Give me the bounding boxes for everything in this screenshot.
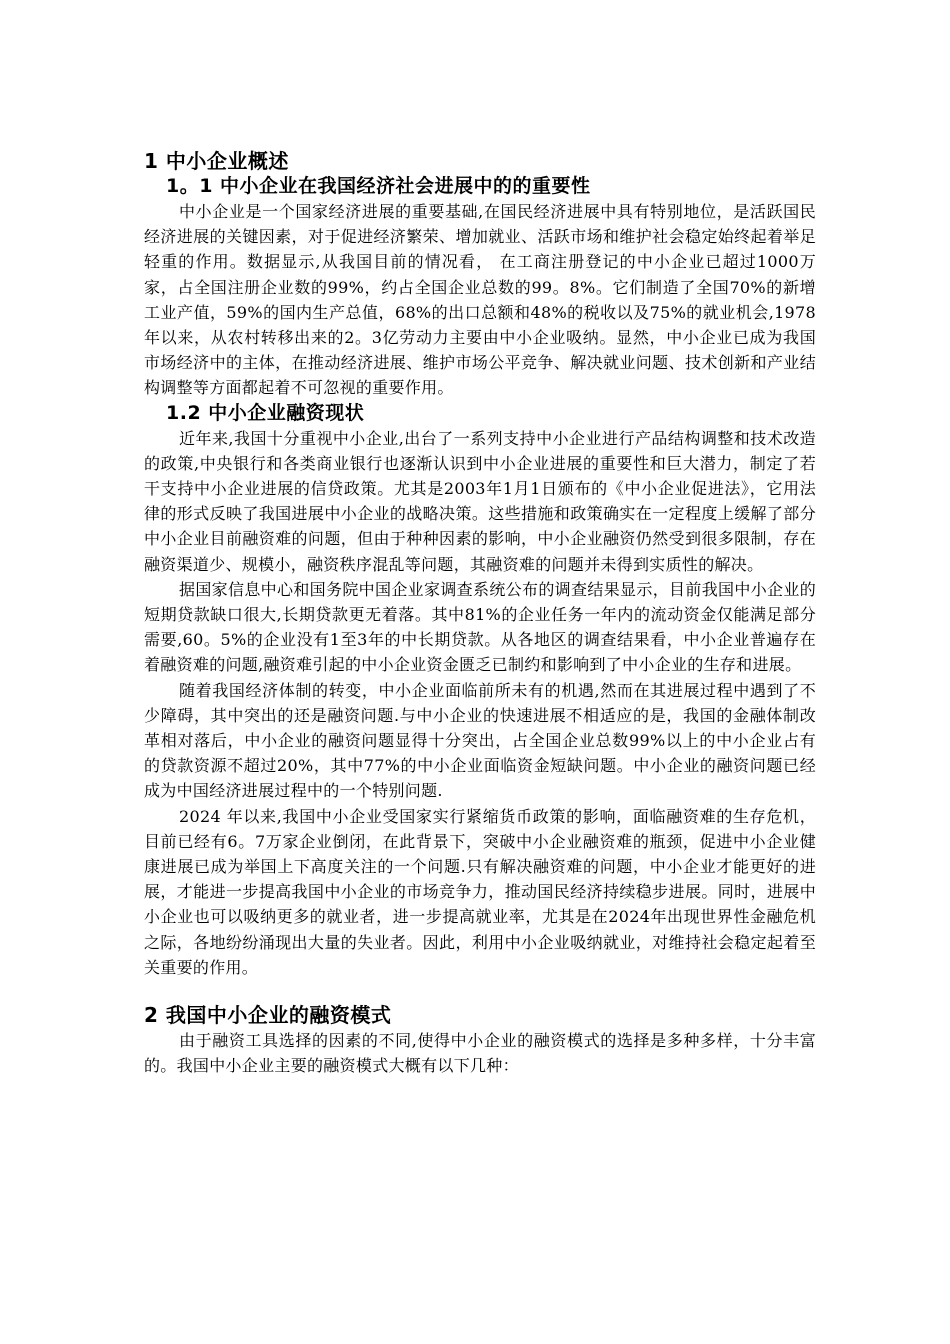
section-1-heading: 1 中小企业概述 (144, 149, 289, 173)
section-spacer (144, 980, 816, 1002)
section-1-1-heading: 1。1 中小企业在我国经济社会进展中的的重要性 (166, 175, 591, 197)
section-1-2-paragraph-2: 据国家信息中心和国务院中国企业家调查系统公布的调查结果显示，目前我国中小企业的短期贷款缺口很大,长期贷款更无着落。其中81%的企业任务一年内的流动资金仅能满足部分需要,60。5%的企业没有1至3年的中长期贷款。从各地区的调查结果看，中小企业普遍存在着融资难的问题,融资难引起的中小企业资金匮乏已制约和影响到了中小企业的生存和进展。 (144, 579, 816, 675)
section-1-2-paragraph-3: 随着我国经济体制的转变，中小企业面临前所未有的机遇,然而在其进展过程中遇到了不少障碍，其中突出的还是融资问题.与中小企业的快速进展不相适应的是，我国的金融体制改革相对落后，中小企业的融资问题显得十分突出，占全国企业总数99%以上的中小企业占有的贷款资源不超过20%，其中77%的中小企业面临资金短缺问题。中小企业的融资问题已经成为中国经济进展过程中的一个特别问题. (144, 680, 816, 801)
section-1-1-paragraph: 中小企业是一个国家经济进展的重要基础,在国民经济进展中具有特别地位，是活跃国民经济进展的关键因素，对于促进经济繁荣、增加就业、活跃市场和维护社会稳定始终起着举足轻重的作用。数据显示,从我国目前的情况看， 在工商注册登记的中小企业已超过1000万家，占全国注册企业数的99%，约占全国企业总数的99。8%。它们制造了全国70%的新增工业产值，59%的国内生产总值，68%的出口总额和48%的税收以及75%的就业机会,1978年以来，从农村转移出来的2。3亿劳动力主要由中小企业吸纳。显然，中小企业已成为我国市场经济中的主体，在推动经济进展、维护市场公平竞争、解决就业问题、技术创新和产业结构调整等方面都起着不可忽视的重要作用。 (144, 202, 816, 398)
section-1-2-paragraph-1: 近年来,我国十分重视中小企业,出台了一系列支持中小企业进行产品结构调整和技术改造的政策,中央银行和各类商业银行也逐渐认识到中小企业进展的重要性和巨大潜力，制定了若干支持中小企业进展的信贷政策。尤其是2003年1月1日颁布的《中小企业促进法》，它用法律的形式反映了我国进展中小企业的战略决策。这些措施和政策确实在一定程度上缓解了部分中小企业目前融资难的问题，但由于种种因素的影响，中小企业融资仍然受到很多限制，存在融资渠道少、规模小，融资秩序混乱等问题，其融资难的问题并未得到实质性的解决。 (144, 428, 816, 574)
section-1-2-heading: 1.2 中小企业融资现状 (166, 401, 365, 424)
section-2-paragraph: 由于融资工具选择的因素的不同,使得中小企业的融资模式的选择是多种多样，十分丰富的。我国中小企业主要的融资模式大概有以下几种： (144, 1031, 816, 1076)
section-1-2-paragraph-4: 2024 年以来,我国中小企业受国家实行紧缩货币政策的影响，面临融资难的生存危机，目前已经有6。7万家企业倒闭，在此背景下，突破中小企业融资难的瓶颈，促进中小企业健康进展已成为举国上下高度关注的一个问题.只有解决融资难的问题，中小企业才能更好的进展，才能进一步提高我国中小企业的市场竞争力，推动国民经济持续稳步进展。同时，进展中小企业也可以吸纳更多的就业者，进一步提高就业率，尤其是在2024年出现世界性金融危机之际，各地纷纷涌现出大量的失业者。因此，利用中小企业吸纳就业，对维持社会稳定起着至关重要的作用。 (144, 806, 816, 977)
section-2-heading: 2 我国中小企业的融资模式 (144, 1003, 392, 1028)
document-body (144, 148, 816, 1079)
